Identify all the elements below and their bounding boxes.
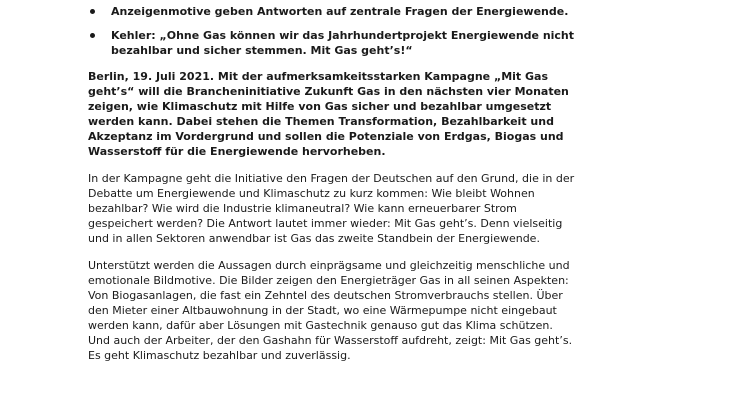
body-paragraph: Unterstützt werden die Aussagen durch einprägsame und gleichzeitig menschliche und emotionale Bildmotive. Die Bilder zeigen den Energieträger Gas in all seinen Aspekten: Von Biogasanlagen, die fast ein Zehntel des deutschen Stromverbrauchs stellen. Über den Mieter einer Altbauwohnung in der Stadt, wo eine Wärmepumpe nicht eingebaut werden kann, dafür aber Lösungen mit Gastechnik genauso gut das Klima schützen. Und auch der Arbeiter, der den Gashahn für Wasserstoff aufdreht, zeigt: Mit Gas geht’s. Es geht Klimaschutz bezahlbar und zuverlässig. [88,259,573,362]
bullet-list [88,4,578,58]
body-paragraph: In der Kampagne geht die Initiative den Fragen der Deutschen auf den Grund, die in der Debatte um Energiewende und Klimaschutz zu kurz kommen: Wie bleibt Wohnen bezahlbar? Wie wird die Industrie klimaneutral? Wie kann erneuerbarer Strom gespeichert werden? Die Antwort lautet immer wieder: Mit Gas geht’s. Denn vielseitig und in allen Sektoren anwendbar ist Gas das zweite Standbein der Energiewende. [88,172,575,245]
bullet-text: Anzeigenmotive geben Antworten auf zentrale Fragen der Energiewende. [111,5,569,18]
bullet-item [88,4,578,19]
bullet-dot-icon [90,9,95,14]
document-page [88,4,578,375]
lead-paragraph: Berlin, 19. Juli 2021. Mit der aufmerksamkeitsstarken Kampagne „Mit Gas geht’s“ will die Brancheninitiative Zukunft Gas in den nächsten vier Monaten zeigen, wie Klimaschutz mit Hilfe von Gas sicher und bezahlbar umgesetzt werden kann. Dabei stehen die Themen Transformation, Bezahlbarkeit und Akzeptanz im Vordergrund und sollen die Potenziale von Erdgas, Biogas und Wasserstoff für die Energiewende hervorheben. [88,70,569,158]
bullet-item [88,28,578,58]
bullet-text: Kehler: „Ohne Gas können wir das Jahrhundertprojekt Energiewende nicht bezahlbar und sicher stemmen. Mit Gas geht’s!“ [111,29,575,57]
bullet-dot-icon [90,33,95,38]
